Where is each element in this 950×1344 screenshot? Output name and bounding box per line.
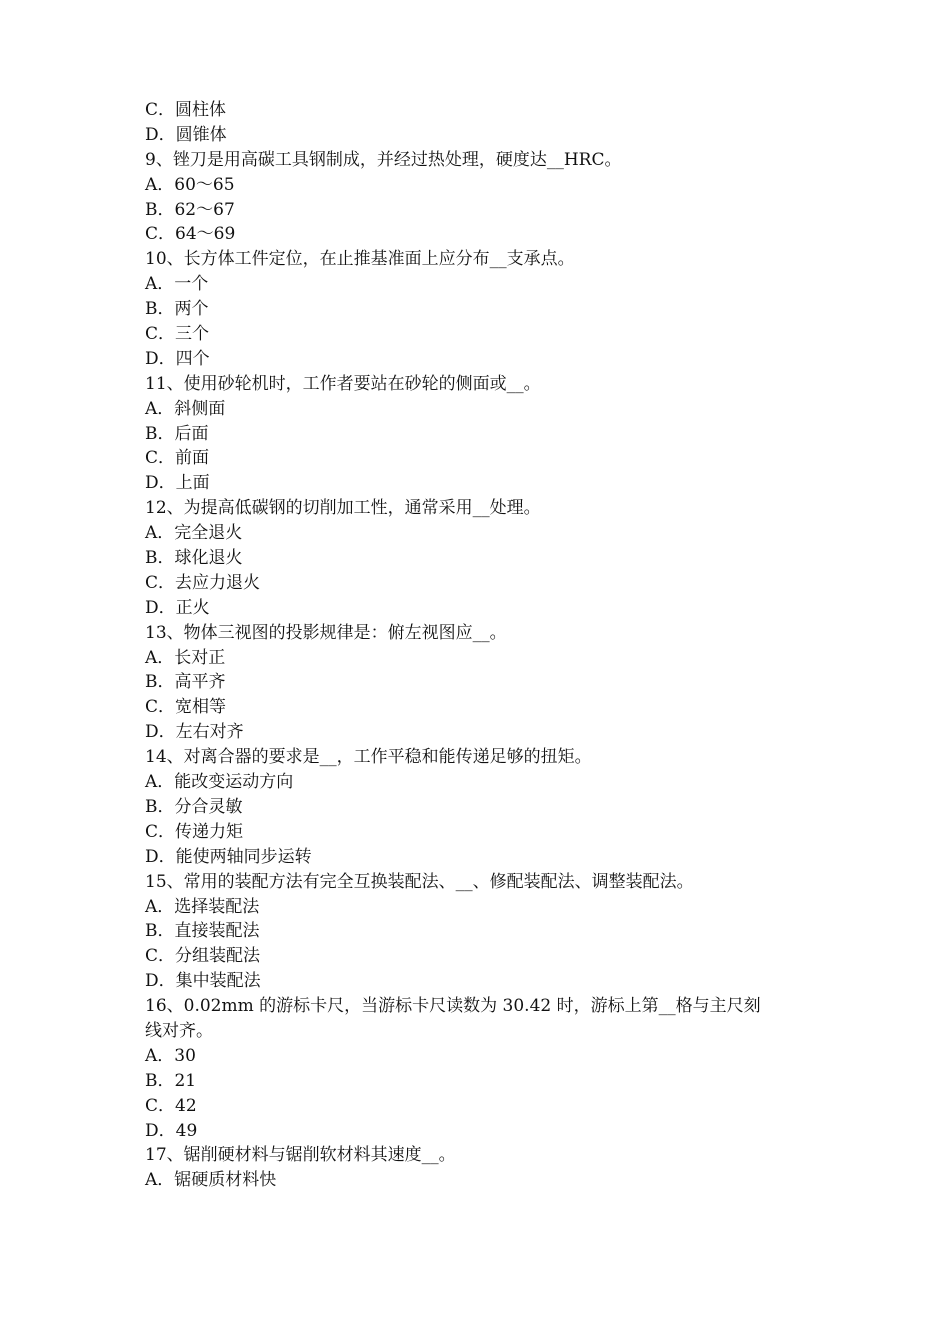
option-text: A．能改变运动方向 [145, 772, 294, 793]
question-text: 11、使用砂轮机时，工作者要站在砂轮的侧面或__。 [145, 373, 541, 394]
option-text: B．两个 [145, 299, 209, 320]
option-text: C．去应力退火 [145, 572, 261, 593]
option-text: B．分合灵敏 [145, 796, 243, 817]
option-text: A．斜侧面 [145, 398, 226, 419]
option-text: A．长对正 [145, 647, 226, 668]
option-text: A．60～65 [145, 174, 235, 195]
question-text: 17、锯削硬材料与锯削软材料其速度__。 [145, 1145, 456, 1166]
option-text: C．前面 [145, 448, 210, 469]
option-text: C．42 [145, 1095, 197, 1116]
option-text: A．选择装配法 [145, 896, 260, 917]
question-text: 16、0.02mm 的游标卡尺，当游标卡尺读数为 30.42 时，游标上第__格与主尺刻 [145, 996, 761, 1017]
question-text-continued: 线对齐。 [145, 1020, 213, 1041]
question-text: 15、常用的装配方法有完全互换装配法、__、修配装配法、调整装配法。 [145, 871, 694, 892]
option-text: B．球化退火 [145, 548, 243, 569]
option-text: D．四个 [145, 348, 210, 369]
option-text: B．直接装配法 [145, 921, 260, 942]
option-text: D．49 [145, 1120, 198, 1141]
question-text: 10、长方体工件定位，在止推基准面上应分布__支承点。 [145, 249, 575, 270]
option-text: A．一个 [145, 274, 209, 295]
option-text: A．30 [145, 1045, 196, 1066]
option-text: D．能使两轴同步运转 [145, 846, 312, 867]
text-line: C．圆柱体 [145, 100, 227, 120]
question-text: 13、物体三视图的投影规律是：俯左视图应__。 [145, 622, 507, 643]
question-text: 12、为提高低碳钢的切削加工性，通常采用__处理。 [145, 498, 541, 519]
option-text: C．三个 [145, 324, 210, 345]
text-line: D．圆锥体 [145, 124, 227, 145]
option-text: C．传递力矩 [145, 821, 244, 842]
option-text: C．分组装配法 [145, 946, 261, 967]
option-text: D．上面 [145, 473, 210, 494]
option-text: B．后面 [145, 423, 209, 444]
option-text: A．锯硬质材料快 [145, 1170, 277, 1191]
option-text: D．集中装配法 [145, 971, 261, 992]
option-text: B．21 [145, 1070, 197, 1091]
option-text: D．左右对齐 [145, 722, 244, 743]
option-text: B．62～67 [145, 199, 235, 220]
option-text: B．高平齐 [145, 672, 226, 693]
question-text: 9、锉刀是用高碳工具钢制成，并经过热处理，硬度达__HRC。 [145, 149, 622, 170]
option-text: C．宽相等 [145, 697, 227, 718]
option-text: D．正火 [145, 597, 210, 618]
document-page [145, 98, 810, 1193]
option-text: A．完全退火 [145, 523, 243, 544]
question-text: 14、对离合器的要求是__，工作平稳和能传递足够的扭矩。 [145, 747, 592, 768]
option-text: C．64～69 [145, 224, 236, 245]
